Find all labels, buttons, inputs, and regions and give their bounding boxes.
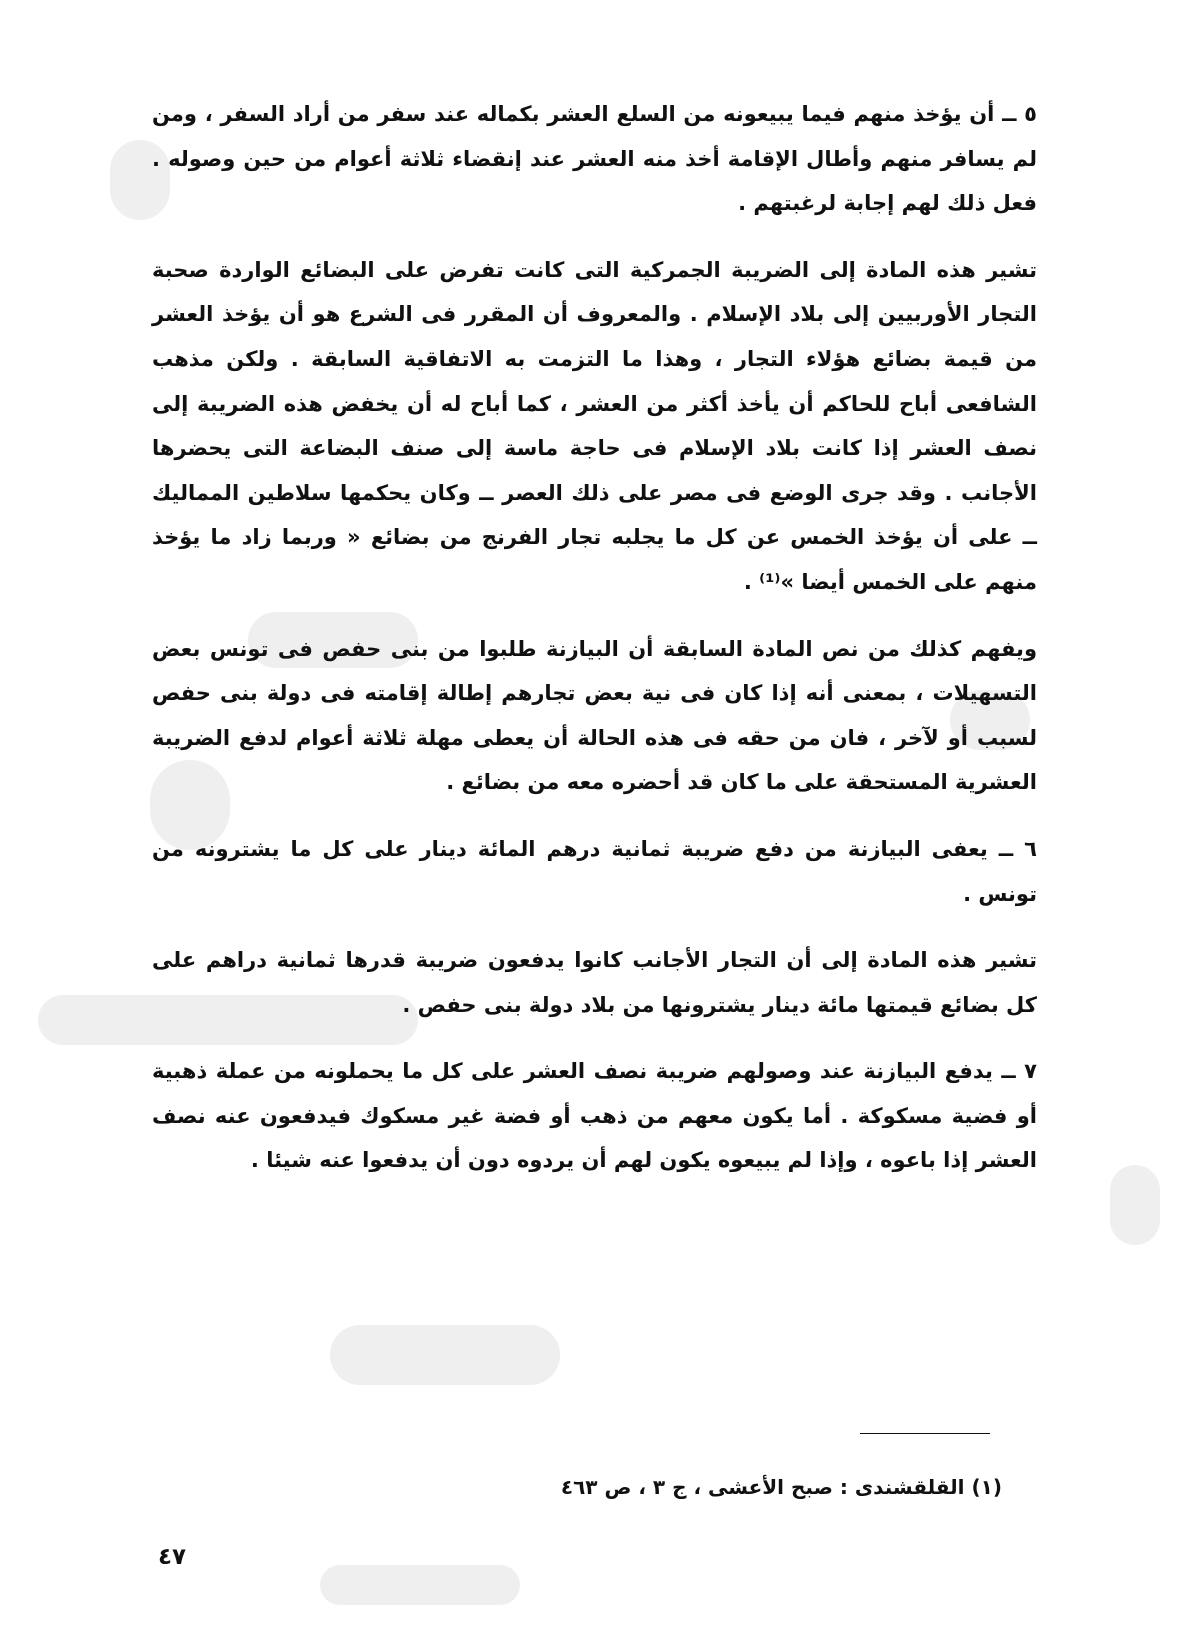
footnote-separator [860, 1433, 990, 1434]
commentary-paragraph: ويفهم كذلك من نص المادة السابقة أن البيازنة طلبوا من بنى حفص فى تونس بعض التسهيلات ، بمعنى أنه إذا كان فى نية بعض تجارهم إطالة إقامته فى دولة بنى حفص لسبب أو لآخر ، فان من حقه فى هذه الحالة أن يعطى مهلة ثلاثة أعوام لدفع الضريبة العشرية المستحقة على ما كان قد أحضره معه من بضائع . [152, 636, 1037, 795]
scan-smudge [320, 1565, 520, 1605]
page-body [152, 92, 1037, 1183]
scan-smudge [330, 1325, 560, 1385]
article-6-paragraph: ٦ ــ يعفى البيازنة من دفع ضريبة ثمانية درهم المائة دينار على كل ما يشترونه من تونس . [152, 836, 1037, 906]
article-7-paragraph: ٧ ــ يدفع البيازنة عند وصولهم ضريبة نصف العشر على كل ما يحملونه من عملة ذهبية أو فضية مسكوكة . أما يكون معهم من ذهب أو فضة غير مسكوك فيدفعون عنه نصف العشر إذا باعوه ، وإذا لم يبيعوه يكون لهم أن يردوه دون أن يدفعوا عنه شيئا . [152, 1059, 1037, 1173]
article-5-paragraph: ٥ ــ أن يؤخذ منهم فيما يبيعونه من السلع العشر بكماله عند سفر من أراد السفر ، ومن لم يسافر منهم وأطال الإقامة أخذ منه العشر عند إنقضاء ثلاثة أعوام من حين وصوله . فعل ذلك لهم إجابة لرغبتهم . [152, 102, 1037, 216]
commentary-paragraph: تشير هذه المادة إلى أن التجار الأجانب كانوا يدفعون ضريبة قدرها ثمانية دراهم على كل بضائع قيمتها مائة دينار يشترونها من بلاد دولة بنى حفص . [152, 948, 1037, 1017]
footnote: (١) القلقشندى : صبح الأعشى ، ج ٣ ، ص ٤٦٣ [560, 1475, 1002, 1499]
scan-smudge [1110, 1165, 1160, 1245]
page-number: ٤٧ [158, 1544, 187, 1570]
commentary-paragraph: تشير هذه المادة إلى الضريبة الجمركية التى كانت تفرض على البضائع الواردة صحبة التجار الأوربيين إلى بلاد الإسلام . والمعروف أن المقرر فى الشرع هو أن يؤخذ العشر من قيمة بضائع هؤلاء التجار ، وهذا ما التزمت به الاتفاقية السابقة . ولكن مذهب الشافعى أباح للحاكم أن يأخذ أكثر من العشر ، كما أباح له أن يخفض هذه الضريبة إلى نصف العشر إذا كانت بلاد الإسلام فى حاجة ماسة إلى صنف البضاعة التى يحضرها الأجانب . وقد جرى الوضع فى مصر على ذلك العصر ــ وكان يحكمها سلاطين المماليك ــ على أن يؤخذ الخمس عن كل ما يجلبه تجار الفرنج من بضائع « وربما زاد ما يؤخذ منهم على الخمس أيضا »⁽¹⁾ . [152, 257, 1037, 594]
